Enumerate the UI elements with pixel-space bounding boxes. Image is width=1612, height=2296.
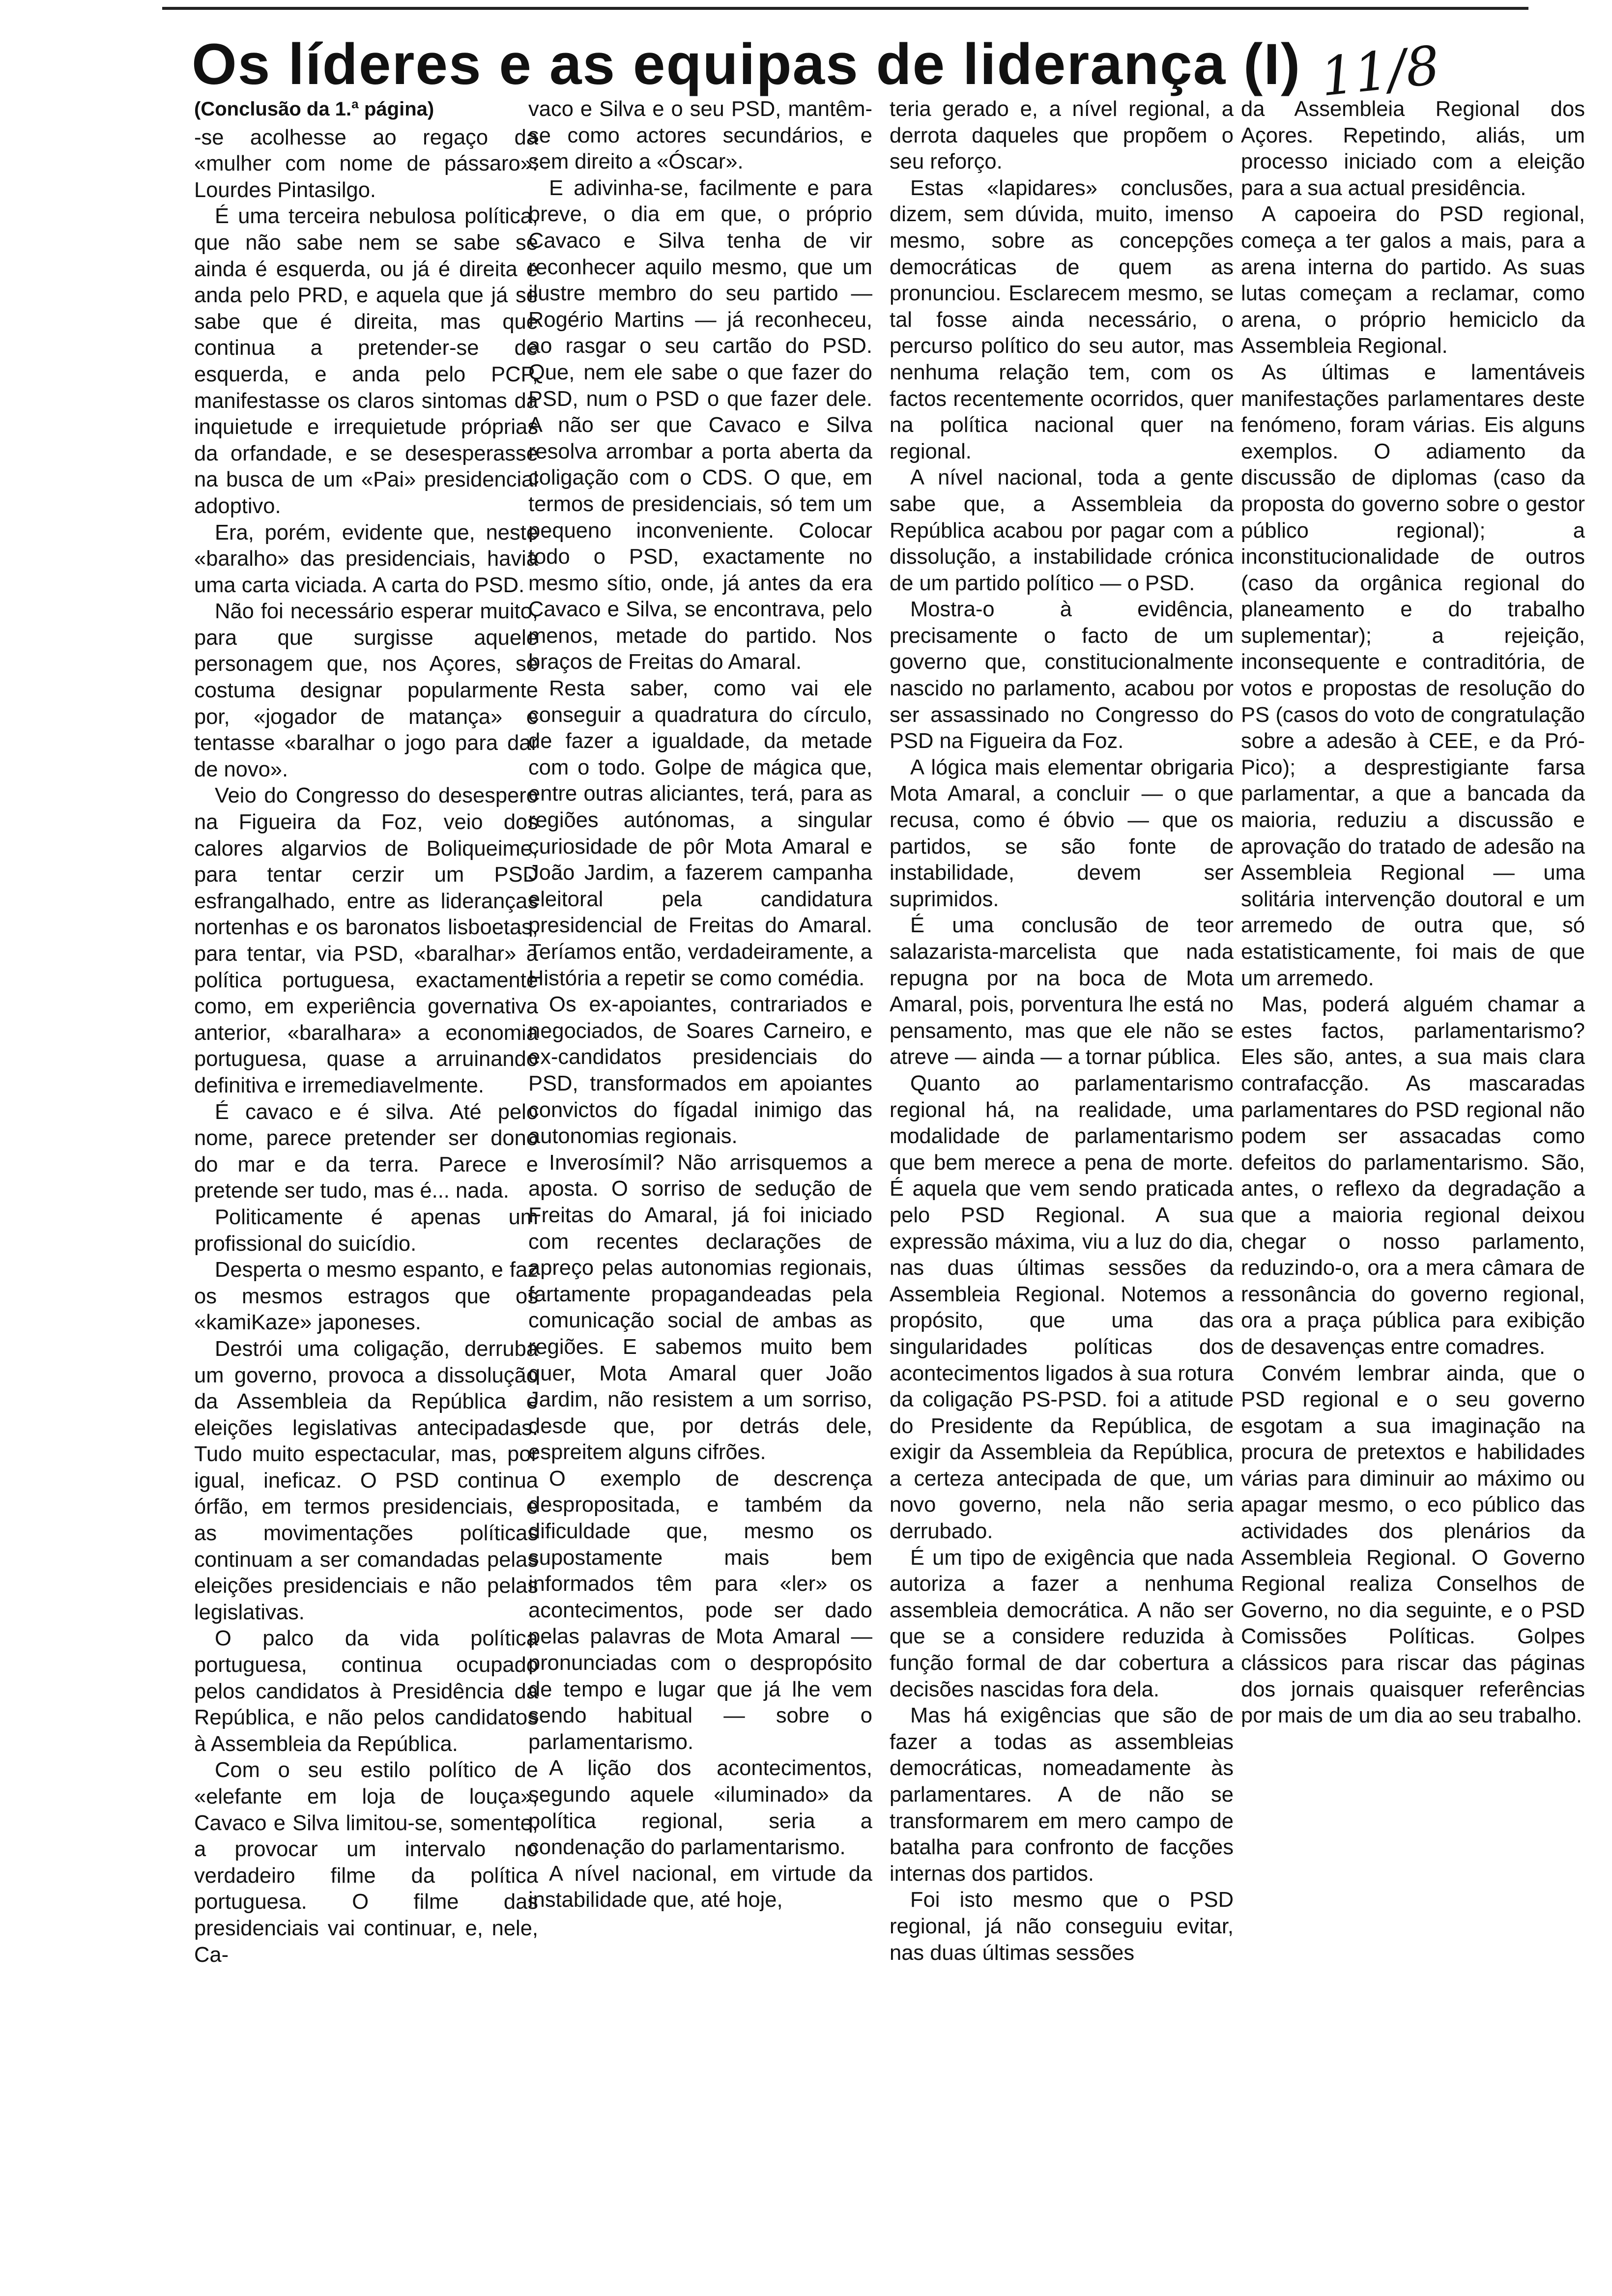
paragraph: É um tipo de exigência que nada autoriza a fazer a nenhuma assembleia democrática. A não ser que se a considere reduzida à função formal de dar cobertura a decisões nascidas fora dela.	[890, 1546, 1234, 1701]
column-2	[528, 96, 872, 1914]
paragraph: A nível nacional, toda a gente sabe que, a Assembleia da República acabou por pagar com a dissolução, a instabilidade crónica de um partido político — o PSD.	[890, 466, 1234, 595]
paragraph: A lição dos acontecimentos, segundo aquele «iluminado» da política regional, seria a condenação do parlamentarismo.	[528, 1756, 872, 1860]
paragraph: O palco da vida política portuguesa, continua ocupado pelos candidatos à Presidência da República, e não pelos candidatos à Assembleia da República.	[194, 1627, 538, 1756]
top-rule	[162, 7, 1528, 10]
paragraph: A lógica mais elementar obrigaria Mota Amaral, a concluir — o que recusa, como é óbvio — que os partidos, se são fonte de instabilidade, devem ser suprimidos.	[890, 755, 1234, 911]
paragraph: Veio do Congresso do desespero na Figueira da Foz, veio dos calores algarvios de Boliqueime, para tentar cerzir um PSD esfrangalhado, entre as lideranças nortenhas e os baronatos lisboetas, para tentar, via PSD, «baralhar» a política portuguesa, exactamente como, em experiência governativa anterior, «baralhara» a economia portuguesa, quase a arruinando definitiva e irremediavelmente.	[194, 784, 538, 1097]
paragraph: O exemplo de descrença despropositada, e também da dificuldade que, mesmo os supostamente mais bem informados têm para «ler» os acontecimentos, pode ser dado pelas palavras de Mota Amaral — pronunciadas com o despropósito de tempo e lugar que já lhe vem sendo habitual — sobre o parlamentarismo.	[528, 1466, 872, 1754]
paragraph: É uma terceira nebulosa política, que não sabe nem se sabe se ainda é esquerda, ou já é direita e anda pelo PRD, e aquela que já se sabe que é direita, mas que continua a pretender-se de esquerda, e anda pelo PCP, manifestasse os claros sintomas da inquietude e irrequietude próprias da orfandade, e se desesperasse na busca de um «Pai» presidencial adoptivo.	[194, 204, 538, 518]
paragraph: Era, porém, evidente que, neste «baralho» das presidenciais, havia uma carta viciada. A carta do PSD.	[194, 520, 538, 597]
paragraph: Os ex-apoiantes, contrariados e negociados, de Soares Carneiro, e ex-candidatos presidenciais do PSD, transformados em apoiantes convictos do fígadal inimigo das autonomias regionais.	[528, 993, 872, 1148]
paragraph: Convém lembrar ainda, que o PSD regional e o seu governo esgotam a sua imaginação na procura de pretextos e habilidades várias para diminuir ao máximo ou apagar mesmo, o eco público das actividades dos plenários da Assembleia Regional. O Governo Regional realiza Conselhos de Governo, no dia seguinte, e o PSD Comissões Políticas. Golpes clássicos para riscar das páginas dos jornais quaisquer referências por mais de um dia ao seu trabalho.	[1241, 1361, 1585, 1728]
article-title: Os líderes e as equipas de liderança (I)	[192, 32, 1301, 97]
paragraph: As últimas e lamentáveis manifestações parlamentares deste fenómeno, foram várias. Eis alguns exemplos. O adiamento da discussão de diplomas (caso da proposta do governo sobre o gestor público regional); a inconstitucionalidade de outros (caso da orgânica regional do planeamento e do trabalho suplementar); a rejeição, inconsequente e contraditória, de votos e propostas de resolução do PS (casos do voto de congratulação sobre a adesão à CEE, e da Pró-Pico); a desprestigiante farsa parlamentar, a que a bancada da maioria, reduziu a discussão e aprovação do tratado de adesão na Assembleia Regional — uma solitária intervenção doutoral e um arremedo de outra que, só estatisticamente, foi mais de que um arremedo.	[1241, 360, 1585, 990]
paragraph: Mas há exigências que são de fazer a todas as assembleias democráticas, nomeadamente às parlamentares. A de não se transformarem em mero campo de batalha para confronto de facções internas dos partidos.	[890, 1704, 1234, 1886]
paragraph: Com o seu estilo político de «elefante em loja de louça», Cavaco e Silva limitou-se, somente, a provocar um intervalo no verdadeiro filme da política portuguesa. O filme das presidenciais vai continuar, e, nele, Ca-	[194, 1758, 538, 1967]
column-3	[890, 96, 1234, 1966]
paragraph: Foi isto mesmo que o PSD regional, já não conseguiu evitar, nas duas últimas sessões	[890, 1888, 1234, 1965]
paragraph: Inverosímil? Não arrisquemos a aposta. O sorriso de sedução de Freitas do Amaral, já foi iniciado com recentes declarações de apreço pelas autonomias regionais, fartamente propagandeadas pela comunicação social de ambas as regiões. E sabemos muito bem quer, Mota Amaral quer João Jardim, não resistem a um sorriso, desde que, por detrás dele, espreitem alguns cifrões.	[528, 1150, 872, 1464]
paragraph: Politicamente é apenas um profissional do suicídio.	[194, 1205, 538, 1256]
column-4	[1241, 96, 1585, 1729]
paragraph: Não foi necessário esperar muito, para que surgisse aquele personagem que, nos Açores, se costuma designar popularmente por, «jogador de matança» e tentasse «baralhar o jogo para dar de novo».	[194, 600, 538, 781]
paragraph: Mostra-o à evidência, precisamente o facto de um governo que, constitucionalmente nascido no parlamento, acabou por ser assassinado no Congresso do PSD na Figueira da Foz.	[890, 598, 1234, 753]
paragraph: -se acolhesse ao regaço da «mulher com nome de pássaro»: Lourdes Pintasilgo.	[194, 125, 538, 202]
continuation-kicker: (Conclusão da 1.ª página)	[194, 98, 434, 120]
paragraph: vaco e Silva e o seu PSD, mantêm-se como actores secundários, e sem direito a «Óscar».	[528, 97, 872, 174]
paragraph: Estas «lapidares» conclusões, dizem, sem dúvida, muito, imenso mesmo, sobre as concepções democráticas de quem as pronunciou. Esclarecem mesmo, se tal fosse ainda necessário, o percurso político do seu autor, mas nenhuma relação tem, com os factos recentemente ocorridos, quer na política nacional quer na regional.	[890, 176, 1234, 463]
column-1	[194, 96, 538, 1968]
paragraph: É cavaco e é silva. Até pelo nome, parece pretender ser dono do mar e da terra. Parece e pretende ser tudo, mas é... nada.	[194, 1100, 538, 1203]
paragraph: Quanto ao parlamentarismo regional há, na realidade, uma modalidade de parlamentarismo que bem merece a pena de morte. É aquela que vem sendo praticada pelo PSD Regional. A sua expressão máxima, viu a luz do dia, nas duas últimas sessões da Assembleia Regional. Notemos a propósito, que uma das singularidades políticas dos acontecimentos ligados à sua rotura da coligação PS-PSD. foi a atitude do Presidente da República, de exigir da Assembleia da República, a certeza antecipada de que, um novo governo, nela não seria derrubado.	[890, 1071, 1234, 1544]
paragraph: E adivinha-se, facilmente e para breve, o dia em que, o próprio Cavaco e Silva tenha de vir reconhecer aquilo mesmo, que um ilustre membro do seu partido — Rogério Martins — já reconheceu, ao rasgar o seu cartão do PSD. Que, nem ele sabe o que fazer do PSD, num o PSD o que fazer dele. A não ser que Cavaco e Silva resolva arrombar a porta aberta da coligação com o CDS. O que, em termos de presidenciais, só tem um pequeno inconveniente. Colocar todo o PSD, exactamente no mesmo sítio, onde, já antes da era Cavaco e Silva, se encontrava, pelo menos, metade do partido. Nos braços de Freitas do Amaral.	[528, 176, 872, 674]
paragraph: Destrói uma coligação, derruba um governo, provoca a dissolução da Assembleia da República e eleições legislativas antecipadas. Tudo muito espectacular, mas, por igual, ineficaz. O PSD continua órfão, em termos presidenciais, e as movimentações políticas continuam a ser comandadas pelas eleições presidenciais e não pelas legislativas.	[194, 1337, 538, 1624]
paragraph: A capoeira do PSD regional, começa a ter galos a mais, para a arena interna do partido. As suas lutas começam a reclamar, como arena, o próprio hemiciclo da Assembleia Regional.	[1241, 202, 1585, 358]
paragraph: Desperta o mesmo espanto, e faz os mesmos estragos que os «kamiKaze» japoneses.	[194, 1258, 538, 1335]
paragraph: Resta saber, como vai ele conseguir a quadratura do círculo, de fazer a igualdade, da metade com o todo. Golpe de mágica que, entre outras aliciantes, terá, para as regiões autónomas, a singular curiosidade de pôr Mota Amaral e João Jardim, a fazerem campanha eleitoral pela candidatura presidencial de Freitas do Amaral. Teríamos então, verdadeiramente, a História a repetir se como comédia.	[528, 677, 872, 990]
paragraph: É uma conclusão de teor salazarista-marcelista que nada repugna por na boca de Mota Amaral, pois, porventura lhe está no pensamento, mas que ele não se atreve — ainda — a tornar pública.	[890, 914, 1234, 1069]
paragraph: A nível nacional, em virtude da instabilidade que, até hoje,	[528, 1862, 872, 1912]
paragraph: da Assembleia Regional dos Açores. Repetindo, aliás, um processo iniciado com a eleição para a sua actual presidência.	[1241, 97, 1585, 200]
paragraph: teria gerado e, a nível regional, a derrota daqueles que propõem o seu reforço.	[890, 97, 1234, 174]
paragraph: Mas, poderá alguém chamar a estes factos, parlamentarismo? Eles são, antes, a sua mais clara contrafacção. As mascaradas parlamentares do PSD regional não podem ser assacadas como defeitos do parlamentarismo. São, antes, o reflexo da degradação a que a maioria regional deixou chegar o nosso parlamento, reduzindo-o, ora a mera câmara de ressonância do governo regional, ora a praça pública para exibição de desavenças entre comadres.	[1241, 993, 1585, 1359]
handwritten-date-note: 11/8	[1318, 34, 1443, 109]
